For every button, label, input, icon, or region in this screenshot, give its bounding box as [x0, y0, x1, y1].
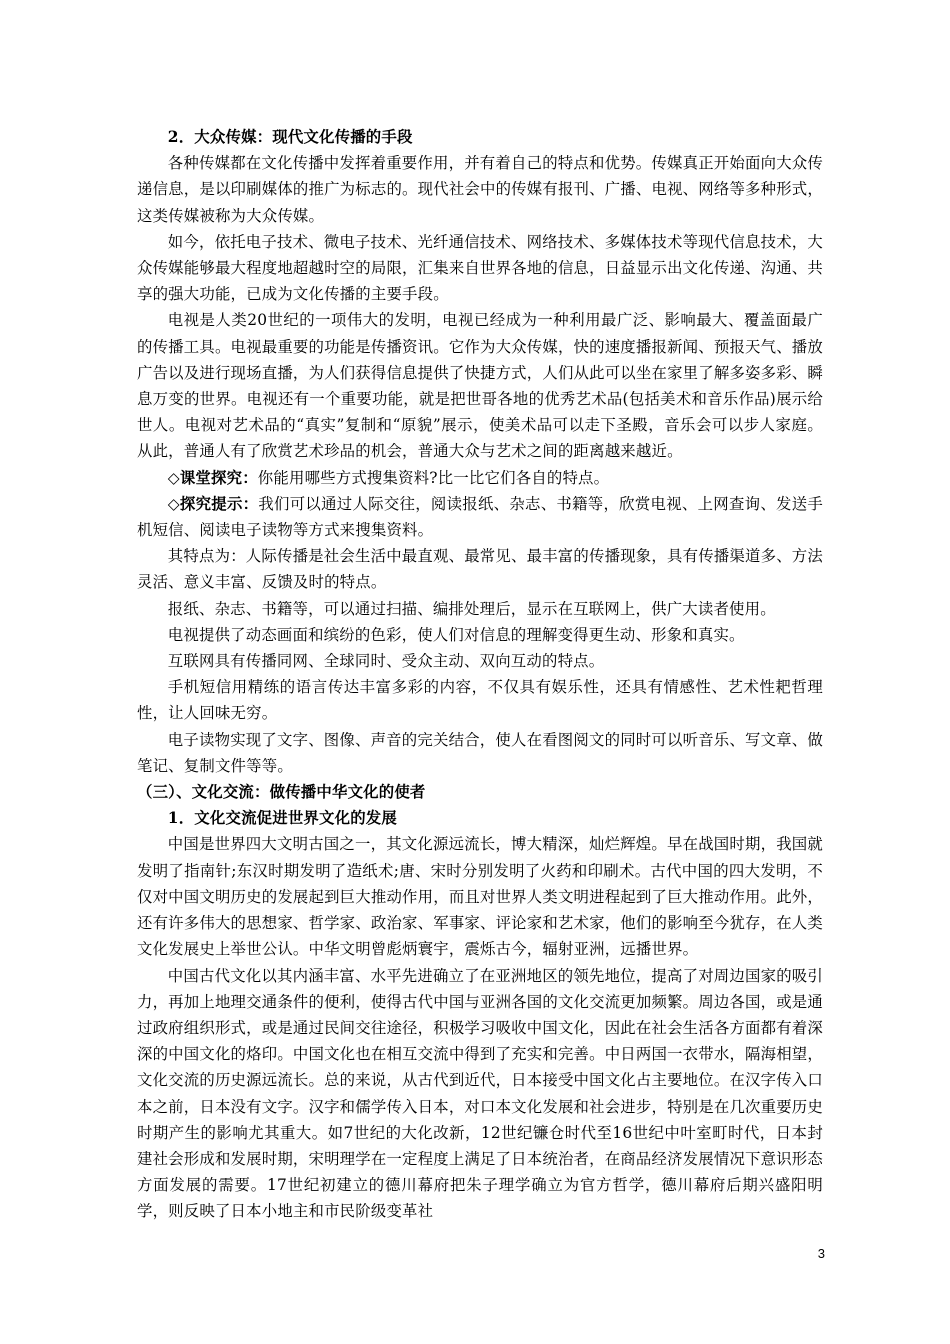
classroom-inquiry: [137, 465, 823, 491]
body-paragraph: 各种传媒都在文化传播中发挥着重要作用，并有着自己的特点和优势。传媒真正开始面向大众传递信息，是以印刷媒体的推广为标志的。现代社会中的传媒有报刊、广播、电视、网络等多种形式，这类传媒被称为大众传媒。: [137, 154, 823, 225]
inquiry-label: ◇课堂探究：: [167, 468, 258, 487]
inquiry-hint: [137, 491, 823, 543]
section-heading: （三）、文化交流：做传播中华文化的使者: [137, 783, 426, 802]
body-paragraph: 如今，依托电子技术、微电子技术、光纤通信技术、网络技术、多媒体技术等现代信息技术，大众传媒能够最大程度地超越时空的局限，汇集来自世界各地的信息，日益显示出文化传递、沟通、共享的强大功能，已成为文化传播的主要手段。: [137, 232, 823, 304]
page-number: 3: [817, 1246, 825, 1261]
body-paragraph: 中国古代文化以其内涵丰富、水平先进确立了在亚洲地区的领先地位，提高了对周边国家的吸引力，再加上地理交通条件的便利，使得古代中国与亚洲各国的文化交流更加频繁。周边各国，或是通过政府组织形式，或是通过民间交往途径，积极学习吸收中国文化，因此在社会生活各方面都有着深深的中国文化的烙印。中国文化也在相互交流中得到了充实和完善。中日两国一衣带水，隔海相望，文化交流的历史源远流长。总的来说，从古代到近代，日本接受中国文化占主要地位。在汉字传入口本之前，日本没有文字。汉字和儒学传入日本，对口本文化发展和社会进步，特别是在几次重要历史时期产生的影响尤其重大。如7世纪的大化改新，12世纪镰仓时代至16世纪中叶室町时代，日本封建社会形成和发展时期，宋明理学在一定程度上满足了日本统治者，在商品经济发展情况下意识形态方面发展的需要。17世纪初建立的德川幕府把朱子理学确立为官方哲学，德川幕府后期兴盛阳明学，则反映了日本小地主和市民阶级变革社: [137, 966, 823, 1221]
hint-label: ◇探究提示：: [167, 494, 259, 513]
body-paragraph: 其特点为：人际传播是社会生活中最直观、最常见、最丰富的传播现象，具有传播渠道多、方法灵活、意义丰富、反馈及时的特点。: [137, 547, 823, 592]
hint-text: 我们可以通过人际交往，阅读报纸、杂志、书籍等，欣赏电视、上网查询、发送手机短信、阅读电子读物等方式来搜集资料。: [137, 494, 823, 540]
inquiry-text: 你能用哪些方式搜集资料?比一比它们各自的特点。: [257, 468, 610, 487]
body-paragraph: 互联网具有传播同网、全球同时、受众主动、双向互动的特点。: [167, 652, 605, 671]
body-paragraph: 电视提供了动态画面和缤纷的色彩，使人们对信息的理解变得更生动、形象和真实。: [167, 625, 745, 644]
body-paragraph: 电视是人类20世纪的一项伟大的发明，电视已经成为一种利用最广泛、影响最大、覆盖面最广的传播工具。电视最重要的功能是传播资讯。它作为大众传媒，快的速度播报新闻、预报天气、播放广告以及进行现场直播，为人们获得信息提供了快捷方式，人们从此可以坐在家里了解多姿多彩、瞬息万变的世界。电视还有一个重要功能，就是把世哥各地的优秀艺术品(包括美术和音乐作品)展示给世人。电视对艺术品的“真实”复制和“原貌”展示，使美术品可以走下圣殿，音乐会可以步人家庭。从此，普通人有了欣赏艺术珍品的机会，普通大众与艺术之间的距离越来越近。: [137, 311, 823, 461]
subsection-heading: 1．文化交流促进世界文化的发展: [167, 809, 397, 828]
body-paragraph: 中国是世界四大文明古国之一，其文化源远流长，博大精深，灿烂辉煌。早在战国时期，我国就发明了指南针;东汉时期发明了造纸术;唐、宋时分别发明了火药和印刷术。古代中国的四大发明，不仅对中国文明历史的发展起到巨大推动作用，而且对世界人类文明进程起到了巨大推动作用。此外，还有许多伟大的思想家、哲学家、政治家、军事家、评论家和艺术家，他们的影响至今犹存，在人类文化发展史上举世公认。中华文明曾彪炳寰宇，震烁古今，辐射亚洲，远播世界。: [137, 835, 823, 959]
section-heading: 2．大众传媒：现代文化传播的手段: [167, 128, 413, 146]
body-paragraph: 报纸、杂志、书籍等，可以通过扫描、编排处理后，显示在互联网上，供广大读者使用。: [167, 599, 776, 618]
body-paragraph: 手机短信用精练的语言传达丰富多彩的内容，不仅具有娱乐性，还具有情感性、艺术性耙哲理性，让人回味无穷。: [137, 678, 823, 723]
document-body: [137, 124, 823, 1225]
body-paragraph: 电子读物实现了文字、图像、声音的完关结合，使人在看图阅文的同时可以听音乐、写文章、做笔记、复制文件等等。: [137, 730, 823, 775]
